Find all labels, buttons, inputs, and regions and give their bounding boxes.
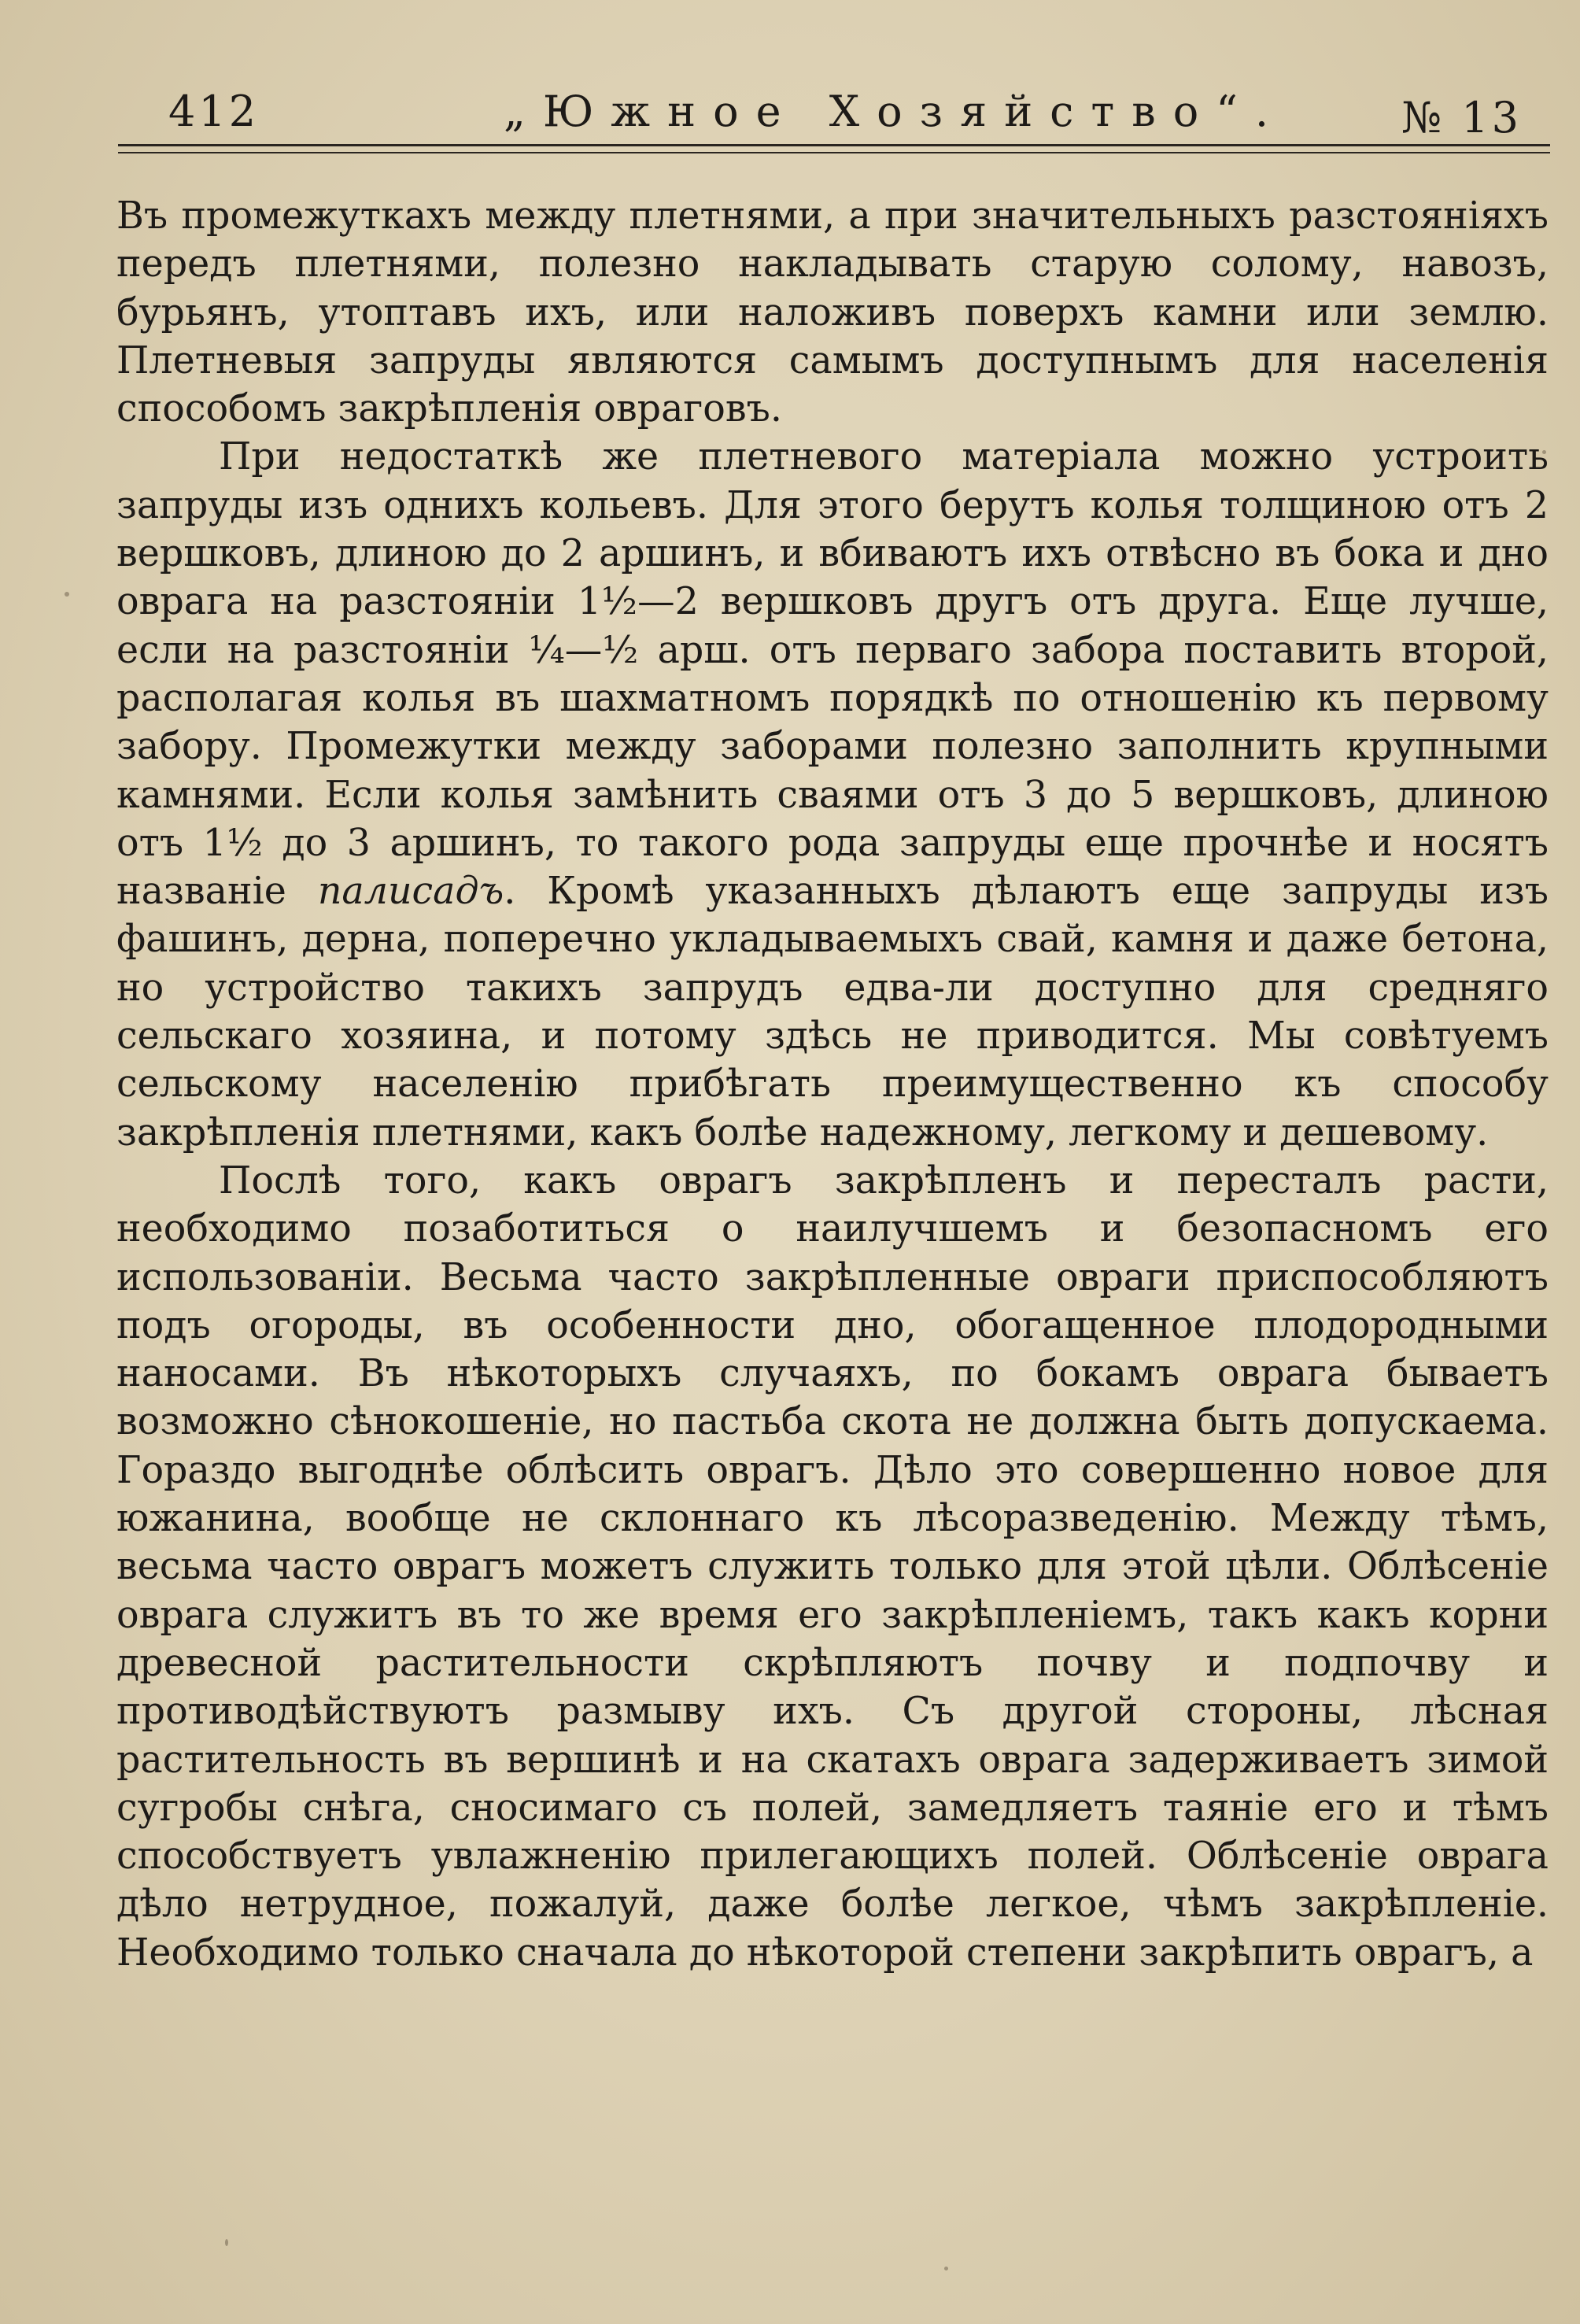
header-rule-thick xyxy=(118,144,1550,146)
paragraph-3: Послѣ того, какъ оврагъ закрѣпленъ и пересталъ расти, необходимо позаботиться о наилучшемъ и безопасномъ его использованіи. Весьма часто закрѣпленные овраги приспособляютъ подъ огороды, въ особенности дно, обогащенное плодородными наносами. Въ нѣкоторыхъ случаяхъ, по бокамъ оврага бываетъ возможно сѣнокошеніе, но пастьба скота не должна быть допускаема. Гораздо выгоднѣе облѣсить оврагъ. Дѣло это совершенно новое для южанина, вообще не склоннаго къ лѣсоразведенію. Между тѣмъ, весьма часто оврагъ можетъ служить только для этой цѣли. Облѣсеніе оврага служитъ въ то же время его закрѣпленіемъ, такъ какъ корни древесной растительности скрѣпляютъ почву и подпочву и противодѣйствуютъ размыву ихъ. Съ другой стороны, лѣсная растительность въ вершинѣ и на скатахъ оврага задерживаетъ зимой сугробы снѣга, сносимаго съ полей, замедляетъ таяніе его и тѣмъ способствуетъ увлажненію прилегающихъ полей. Облѣсеніе оврага дѣло нетрудное, пожалуй, даже болѣе легкое, чѣмъ закрѣпленіе. Необходимо только сначала до нѣкоторой степени закрѣпить оврагъ, а xyxy=(116,1158,1549,1975)
paper-speck xyxy=(225,2239,228,2246)
article-body xyxy=(116,192,1549,1977)
issue-number: № 13 xyxy=(1401,93,1522,142)
header-rule-thin xyxy=(118,152,1550,153)
running-header xyxy=(118,87,1550,150)
paragraph-2-text-a: При недостаткѣ же плетневого матеріала можно устроить запруды изъ однихъ кольевъ. Для этого берутъ колья толщиною отъ 2 вершковъ, длиною до 2 аршинъ, и вбиваютъ ихъ отвѣсно въ бока и дно оврага на разстояніи 1½—2 вершковъ другъ отъ друга. Еще лучше, если на разстояніи ¼—½ арш. отъ перваго забора поставить второй, располагая колья въ шахматномъ порядкѣ по отношенію къ первому забору. Промежутки между заборами полезно заполнить крупными камнями. Если колья замѣнить сваями отъ 3 до 5 вершковъ, длиною отъ 1½ до 3 аршинъ, то такого рода запруды еще прочнѣе и носятъ названіе xyxy=(116,435,1549,914)
paragraph-1: Въ промежуткахъ между плетнями, а при значительныхъ разстояніяхъ передъ плетнями, полезно накладывать старую солому, навозъ, бурьянъ, утоптавъ ихъ, или наложивъ поверхъ камни или землю. Плетневыя запруды являются самымъ доступнымъ для населенія способомъ закрѣпленія овраговъ. xyxy=(116,194,1549,431)
page-number: 412 xyxy=(168,87,260,136)
paper-speck xyxy=(1542,450,1546,454)
paragraph-2 xyxy=(116,433,1549,1156)
paragraph-2-text-b: . Кромѣ указанныхъ дѣлаютъ еще запруды изъ фашинъ, дерна, поперечно укладываемыхъ свай, камня и даже бетона, но устройство такихъ запрудъ едва-ли доступно для средняго сельскаго хозяина, и потому здѣсь не приводится. Мы совѣтуемъ сельскому населенію прибѣгать преимущественно къ способу закрѣпленія плетнями, какъ болѣе надежному, легкому и дешевому. xyxy=(116,870,1549,1155)
journal-title: „Южное Хозяйство“. xyxy=(504,87,1286,136)
paragraph-2-italic-term: палисадъ xyxy=(317,870,504,914)
paper-speck xyxy=(65,592,69,597)
paper-speck xyxy=(944,2267,948,2270)
